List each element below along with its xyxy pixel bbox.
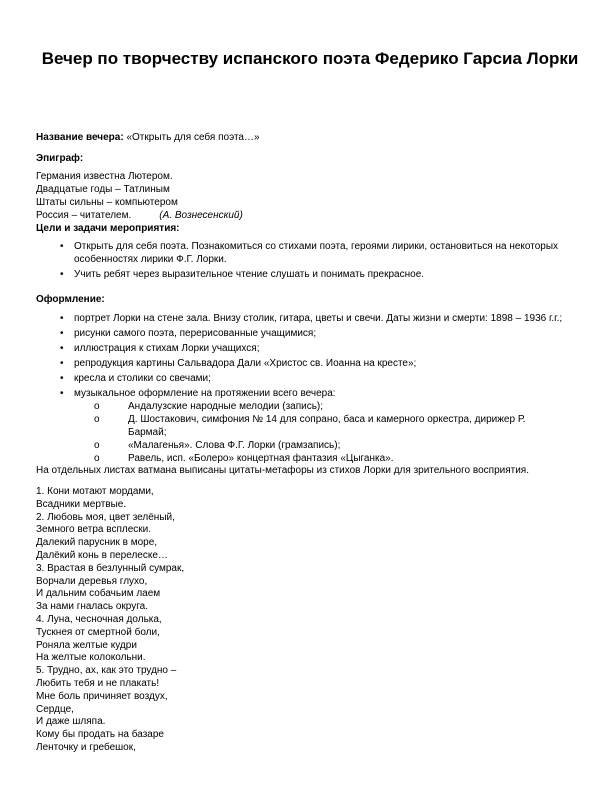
list-item: o Д. Шостакович, симфония № 14 для сопрано, баса и камерного оркестра, дирижер Р. Бармай; xyxy=(94,414,526,438)
evening-name-line xyxy=(36,131,260,144)
evening-name-label: Название вечера: xyxy=(36,132,124,143)
list-item: • Открыть для себя поэта. Познакомиться со стихами поэта, героями лирики, остановиться на некоторых особенностях лирики Ф.Г. Лорки. xyxy=(60,241,559,265)
music-list xyxy=(74,400,566,465)
list-item: • Учить ребят через выразительное чтение слушать и понимать прекрасное. xyxy=(60,269,425,280)
whatman-note: На отдельных листах ватмана выписаны цитаты-метафоры из стихов Лорки для зрительного восприятия. xyxy=(36,465,529,476)
list-item: o «Малагенья». Слова Ф.Г. Лорки (грамзапись); xyxy=(94,440,341,451)
poem-line: Ворчали деревья глухо, xyxy=(36,575,148,587)
list-item: o Андалузские народные мелодии (запись); xyxy=(94,401,324,412)
bullet-icon: • xyxy=(60,343,64,354)
poem-line: На желтые колокольни. xyxy=(36,652,146,664)
poem-line: 3. Врастая в безлунный сумрак, xyxy=(36,562,185,574)
epigraph-line: Россия – читателем. xyxy=(36,210,132,221)
epigraph-heading: Эпиграф: xyxy=(36,153,84,164)
poem-line: Тускнея от смертной боли, xyxy=(36,626,160,638)
epigraph-last-line xyxy=(36,209,243,222)
poem-quotes xyxy=(36,486,184,755)
poem-line: 2. Любовь моя, цвет зелёный, xyxy=(36,511,175,523)
list-item: • кресла и столики со свечами; xyxy=(60,373,211,384)
poem-line: Мне боль причиняет воздух, xyxy=(36,690,168,702)
list-item: • репродукция картины Сальвадора Дали «Христос св. Иоанна на кресте»; xyxy=(60,358,417,369)
goals-heading: Цели и задачи мероприятия: xyxy=(36,223,180,234)
bullet-icon: • xyxy=(60,358,64,369)
bullet-icon: • xyxy=(60,269,64,280)
circle-bullet-icon: o xyxy=(94,440,100,451)
epigraph-author: (А. Вознесенский) xyxy=(159,210,243,221)
page-title: Вечер по творчеству испанского поэта Федерико Гарсиа Лорки xyxy=(41,49,579,68)
bullet-icon: • xyxy=(60,313,64,324)
epigraph-line: Двадцатые годы – Татлиным xyxy=(36,184,170,195)
poem-line: Любить тебя и не плакать! xyxy=(36,677,160,689)
poem-line: Всадники мертвые. xyxy=(36,498,127,510)
poem-line: За нами гналась округа. xyxy=(36,601,148,613)
design-heading: Оформление: xyxy=(36,294,105,305)
bullet-icon: • xyxy=(60,241,64,252)
poem-line: Кому бы продать на базаре xyxy=(36,729,164,741)
poem-line: 1. Кони мотают мордами, xyxy=(36,486,154,497)
bullet-icon: • xyxy=(60,328,64,339)
poem-line: Сердце, xyxy=(36,703,74,715)
poem-line: Ленточку и гребешок, xyxy=(36,741,136,753)
poem-line: Далекий парусник в море, xyxy=(36,537,158,549)
poem-line: Земного ветра всплески. xyxy=(36,524,151,536)
bullet-icon: • xyxy=(60,388,64,399)
list-item: • иллюстрация к стихам Лорки учащихся; xyxy=(60,343,260,354)
circle-bullet-icon: o xyxy=(94,453,100,464)
bullet-icon: • xyxy=(60,373,64,384)
epigraph-line: Штаты сильны – компьютером xyxy=(36,197,178,208)
evening-name-value: «Открыть для себя поэта…» xyxy=(123,132,260,143)
list-item: • музыкальное оформление на протяжении всего вечера: o Андалузские народные мелодии (запись); o Д. Шостакович, симфония № 14 для сопрано, баса и камерного оркестра, дирижер Р. Бармай; o «Малагенья». Слова Ф.Г. Лорки (грамзапись); o Равель, исп. «Болеро» концертная фантазия «Цыганка». xyxy=(36,387,566,465)
circle-bullet-icon: o xyxy=(94,414,100,425)
poem-line: И даже шляпа. xyxy=(36,716,106,728)
poem-line: 5. Трудно, ах, как это трудно – xyxy=(36,665,177,677)
poem-line: 4. Луна, чесночная долька, xyxy=(36,613,162,625)
design-list xyxy=(36,312,566,465)
poem-line: Далёкий конь в перелеске… xyxy=(36,549,168,561)
poem-line: И дальним собачьим лаем xyxy=(36,588,161,600)
list-item: • портрет Лорки на стене зала. Внизу столик, гитара, цветы и свечи. Даты жизни и смерти: 1898 – 1936 г.г.; xyxy=(60,313,563,324)
list-item: o Равель, исп. «Болеро» концертная фантазия «Цыганка». xyxy=(94,453,394,464)
poem-line: Роняла желтые кудри xyxy=(36,639,137,651)
goals-list xyxy=(36,240,566,283)
list-item: • рисунки самого поэта, перерисованные учащимися; xyxy=(60,328,317,339)
circle-bullet-icon: o xyxy=(94,401,100,412)
epigraph-line: Германия известна Лютером. xyxy=(36,171,173,182)
